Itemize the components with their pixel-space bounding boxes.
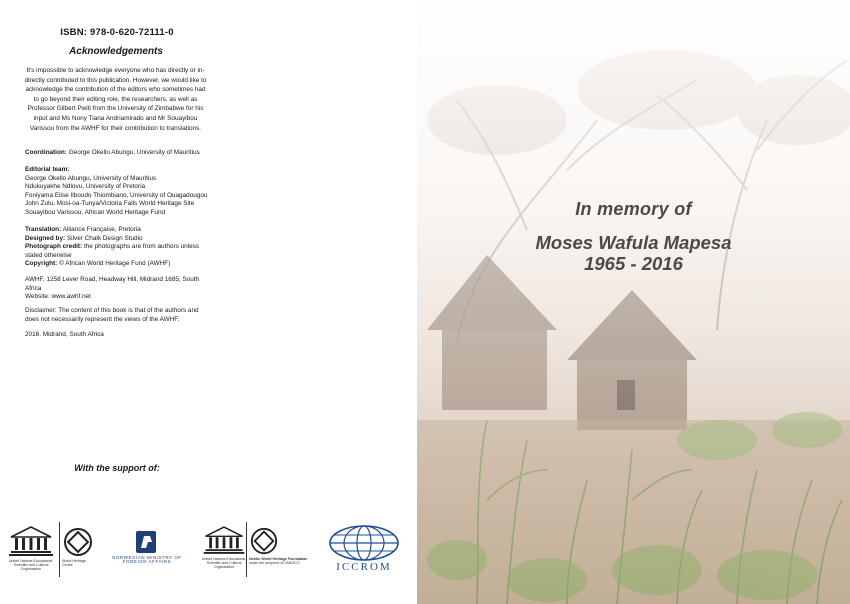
whc-caption: World Heritage Centre [62,559,86,568]
coordination-label: Coordination: [25,149,67,156]
unesco-temple-icon [5,525,57,557]
photo-label: Photograph credit: [25,243,83,251]
unesco-caption-2: United Nations Educational, Scientific and Cultural Organization [201,557,247,570]
nordic-world-heritage-logo [249,526,321,565]
iccrom-globe-icon [326,524,402,562]
memory-heading: In memory of [575,199,692,219]
world-heritage-emblem-icon [62,526,94,558]
support-heading: With the support of: [74,463,160,473]
coordination [25,149,210,158]
norway-caption: NORWEGIAN MINISTRY OF FOREIGN AFFAIRS [112,555,182,565]
unesco-logo [5,525,57,572]
editorial-member: Foniyama Elise Ilboudo Thiombiano, University of Ouagadougou [25,191,208,199]
memorial-years: 1965 - 2016 [584,253,683,274]
editorial-member: Ndukuyakhe Ndlovu, University of Pretoria [25,183,146,191]
world-heritage-logo [62,526,96,567]
nwhf-caption: Nordic World Heritage Foundation [249,557,308,561]
photo-text: the photographs are from authors unless stated otherwise [25,243,200,259]
world-heritage-emblem-icon-2 [249,526,279,556]
address: AWHF, 1258 Lever Road, Headway Hill, Midrand 1685, South Africa [25,276,200,292]
editorial-member: John Zulu, Mosi-oa-Tunya/Victoria Falls World Heritage Site [25,200,195,208]
unesco-caption: United Nations Educational, Scientific and Cultural Organization [8,559,54,572]
iccrom-logo [326,524,402,573]
copyright-label: Copyright: [25,260,58,268]
editorial-member: George Okello Abungu, University of Mauritius [25,174,157,182]
unesco-temple-icon-2 [200,525,248,555]
nwhf-sub: under the auspices of UNESCO [249,561,300,566]
sponsor-logos [0,520,417,580]
iccrom-text: ICCROM [336,561,392,573]
acknowledgements-text: It's impossible to acknowledge everyone who has directly or in-directly contributed to this publication. However, we would like to acknowledge the contribution of the editors who sometimes had to go beyond their editing role, the researchers, as well as Professor Gilbert Pwiti from the University of Zimbabwe for his input and Ms Nony Tiana Andriamirado and Mr Souayibou Varissou from the AWHF for their contribution to translations. [24,67,207,132]
village-photo-background [417,0,850,604]
editorial-label: Editorial team: [25,166,70,173]
memorial-name: Moses Wafula Mapesa [535,232,732,253]
coordination-text: George Okello Abungu, University of Mauritius [66,149,200,156]
designed-text: Silver Chalk Design Studio [65,234,143,242]
translation-label: Translation: [25,226,62,233]
unesco-logo-2 [200,525,248,570]
divider [59,522,60,577]
left-page [0,0,417,604]
designed-label: Designed by: [25,234,66,242]
acknowledgements-title: Acknowledgements [69,46,163,57]
address-block [25,276,210,302]
credits [25,226,210,269]
disclaimer: Disclaimer: The content of this book is that of the authors and does not necessarily represent the views of the AWHF. [25,307,199,323]
website: Website: www.awhf.net [25,293,91,301]
editorial-member: Souayibou Varissou, African World Heritage Fund [25,208,166,216]
memorial-name-block [417,232,850,274]
isbn: ISBN: 978-0-620-72111-0 [60,27,174,38]
copyright-text: © African World Heritage Fund (AWHF) [57,260,171,268]
right-page-cover [417,0,850,604]
translation-text: Alliance Française, Pretoria [61,226,141,233]
norway-ministry-logo [106,530,188,564]
date-place: 2016. Midrand, South Africa [25,331,104,338]
editorial-team [25,166,210,218]
divider [246,522,247,577]
norway-lion-icon [106,530,188,554]
